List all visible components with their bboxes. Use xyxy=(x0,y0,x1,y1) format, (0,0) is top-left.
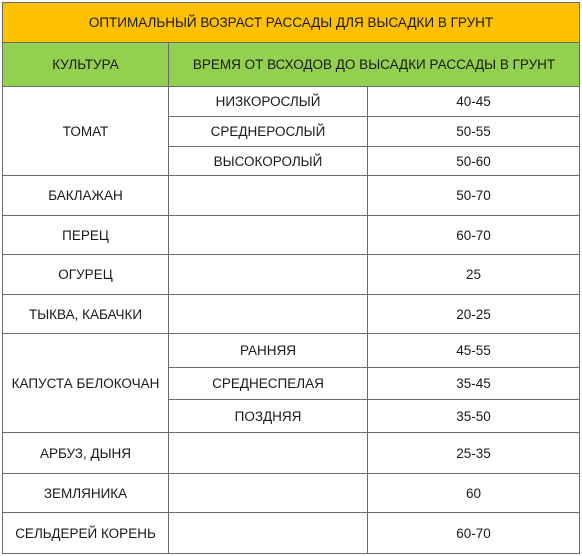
time-column-header: ВРЕМЯ ОТ ВСХОДОВ ДО ВЫСАДКИ РАССАДЫ В ГРУНТ xyxy=(169,43,580,87)
crop-name-cell: АРБУЗ, ДЫНЯ xyxy=(3,433,169,474)
crop-name-cell: КАПУСТА БЕЛОКОЧАН xyxy=(3,334,169,433)
variety-cell: ПОЗДНЯЯ xyxy=(169,400,368,433)
variety-cell: РАННЯЯ xyxy=(169,334,368,368)
table-row xyxy=(3,216,580,255)
crop-name-cell: ОГУРЕЦ xyxy=(3,255,169,295)
days-cell: 45-55 xyxy=(368,334,580,368)
days-cell: 40-45 xyxy=(368,87,580,117)
variety-cell: СРЕДНЕСПЕЛАЯ xyxy=(169,368,368,400)
table-row xyxy=(3,433,580,474)
crop-name-cell: ЗЕМЛЯНИКА xyxy=(3,474,169,513)
variety-cell xyxy=(169,433,368,474)
variety-cell: ВЫСОКОРОЛЫЙ xyxy=(169,147,368,176)
variety-cell xyxy=(169,474,368,513)
variety-cell xyxy=(169,176,368,216)
crop-name-cell: ПЕРЕЦ xyxy=(3,216,169,255)
table-row xyxy=(3,87,580,117)
title-row xyxy=(3,3,580,43)
crop-name-cell: ТОМАТ xyxy=(3,87,169,176)
days-cell: 50-55 xyxy=(368,117,580,147)
days-cell: 35-50 xyxy=(368,400,580,433)
header-row xyxy=(3,43,580,87)
days-cell: 60 xyxy=(368,474,580,513)
crop-column-header: КУЛЬТУРА xyxy=(3,43,169,87)
table-row xyxy=(3,334,580,368)
days-cell: 35-45 xyxy=(368,368,580,400)
crop-name-cell: СЕЛЬДЕРЕЙ КОРЕНЬ xyxy=(3,513,169,554)
variety-cell xyxy=(169,513,368,554)
variety-cell xyxy=(169,255,368,295)
seedling-age-table xyxy=(2,2,580,554)
table-row xyxy=(3,295,580,334)
days-cell: 50-60 xyxy=(368,147,580,176)
days-cell: 20-25 xyxy=(368,295,580,334)
table-row xyxy=(3,255,580,295)
variety-cell xyxy=(169,216,368,255)
variety-cell xyxy=(169,295,368,334)
table-row xyxy=(3,474,580,513)
variety-cell: НИЗКОРОСЛЫЙ xyxy=(169,87,368,117)
table-title: ОПТИМАЛЬНЫЙ ВОЗРАСТ РАССАДЫ ДЛЯ ВЫСАДКИ В ГРУНТ xyxy=(3,3,580,43)
table-body xyxy=(3,3,580,554)
table-row xyxy=(3,176,580,216)
table-row xyxy=(3,513,580,554)
days-cell: 25 xyxy=(368,255,580,295)
days-cell: 60-70 xyxy=(368,216,580,255)
crop-name-cell: ТЫКВА, КАБАЧКИ xyxy=(3,295,169,334)
crop-name-cell: БАКЛАЖАН xyxy=(3,176,169,216)
days-cell: 25-35 xyxy=(368,433,580,474)
days-cell: 50-70 xyxy=(368,176,580,216)
variety-cell: СРЕДНЕРОСЛЫЙ xyxy=(169,117,368,147)
days-cell: 60-70 xyxy=(368,513,580,554)
